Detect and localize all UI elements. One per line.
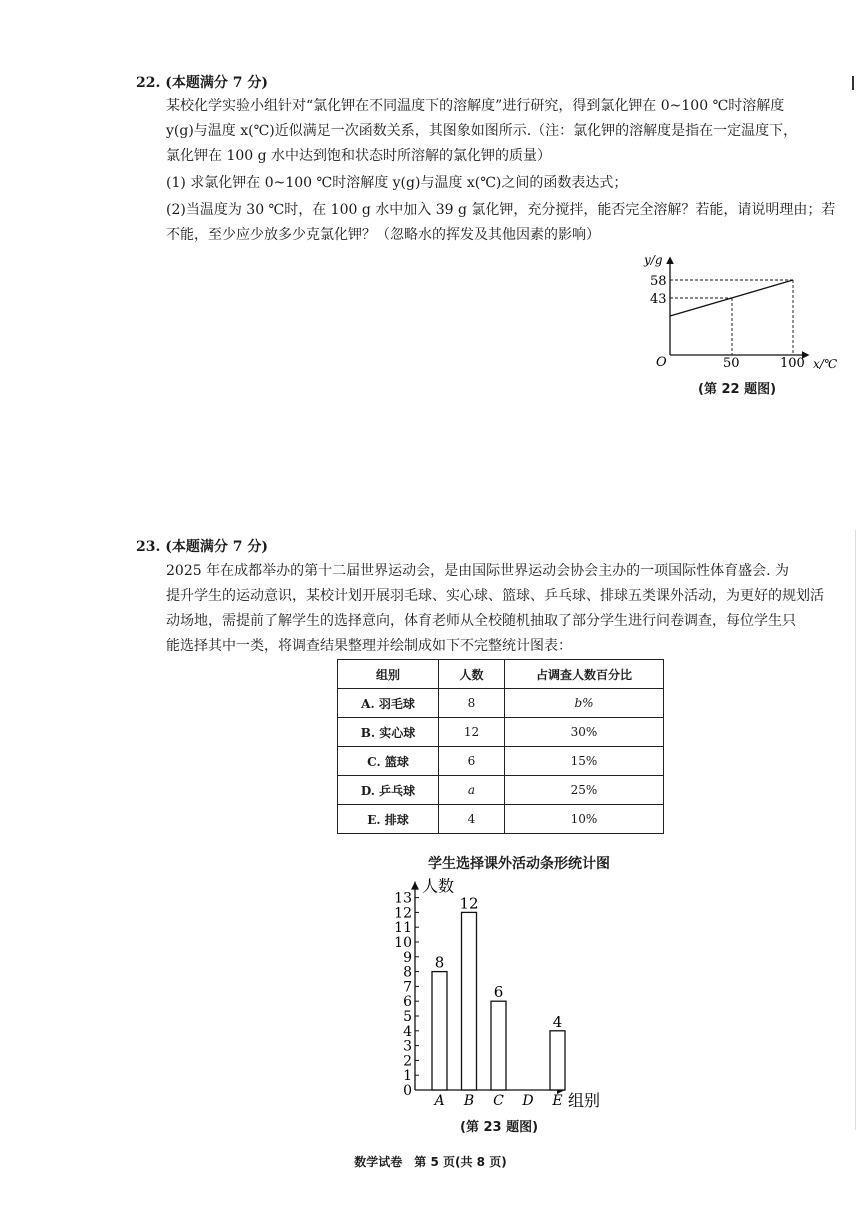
bar-value-label: 4: [552, 1012, 563, 1031]
bar-chart-marks: [394, 877, 600, 1110]
page-edge-mark: [852, 76, 854, 90]
table-cell-percent: 10%: [505, 805, 664, 834]
page-footer: 数学试卷 第 5 页(共 8 页): [354, 1155, 507, 1169]
table-cell-percent: 25%: [505, 776, 664, 805]
q22-y-axis-label: y/g: [644, 253, 663, 267]
table-cell-percent: 15%: [505, 747, 664, 776]
q22-solubility-graph: [620, 250, 850, 380]
q23-stem-line-1: 2025 年在成都举办的第十二届世界运动会，是由国际世界运动会协会主办的一项国际性体育盛会. 为: [166, 563, 789, 579]
bar-chart-y-tick-label: 5: [403, 1009, 412, 1025]
bar-chart-y-tick-label: 7: [403, 979, 412, 996]
bar-chart-y-arrow: [411, 882, 419, 890]
q23-figure-caption: (第 23 题图): [460, 1120, 539, 1135]
bar-chart-y-tick-label: 8: [403, 964, 412, 981]
bar-chart-y-tick-label: 13: [394, 890, 412, 907]
table-row: [338, 805, 664, 834]
bar-B: [462, 912, 477, 1090]
q22-stem-line-1: 某校化学实验小组针对“氯化钾在不同温度下的溶解度”进行研究，得到氯化钾在 0~100 ℃时溶解度: [166, 98, 785, 114]
q22-figure-caption: (第 22 题图): [698, 382, 777, 397]
bar-chart-y-tick-label: 0: [403, 1083, 412, 1099]
q22-part-1: (1) 求氯化钾在 0~100 ℃时溶解度 y(g)与温度 x(℃)之间的函数表达式；: [166, 175, 628, 191]
table-row: [338, 689, 664, 718]
table-row: [338, 776, 664, 805]
table-cell-group: C. 篮球: [338, 747, 439, 776]
table-cell-group: E. 排球: [338, 805, 439, 834]
q23-stem-line-3: 动场地，需提前了解学生的选择意向，体育老师从全校随机抽取了部分学生进行问卷调查，每位学生只: [166, 613, 796, 629]
table-row: [338, 747, 664, 776]
bar-chart-y-tick-label: 12: [394, 905, 412, 922]
bar-value-label: 8: [434, 953, 445, 972]
bar-chart-y-tick-label: 1: [403, 1068, 412, 1085]
page-edge-shadow: [855, 530, 856, 1130]
bar-category-label: A: [434, 1093, 445, 1109]
q22-heading: 22. (本题满分 7 分): [136, 75, 268, 91]
table-header-row: [338, 660, 664, 689]
bar-chart-y-tick-label: 2: [403, 1053, 412, 1070]
bar-A: [432, 972, 447, 1090]
bar-value-label: 12: [459, 894, 479, 913]
bar-chart-y-tick-label: 9: [403, 949, 412, 966]
table-header-group: 组别: [338, 660, 439, 689]
q23-bar-chart: [360, 868, 640, 1118]
bar-category-label: D: [522, 1093, 534, 1109]
q22-origin-label: O: [656, 355, 667, 370]
q22-x-tick-50: 50: [723, 356, 740, 371]
q22-stem-line-2: y(g)与温度 x(℃)近似满足一次函数关系，其图象如图所示.（注：氯化钾的溶解度是指在一定温度下，: [166, 123, 798, 139]
table-cell-percent: b%: [505, 689, 664, 718]
bar-chart-x-axis-label: 组别: [568, 1091, 601, 1110]
bar-E: [550, 1031, 565, 1090]
q22-part-2-line-2: 不能，至少应少放多少克氯化钾？（忽略水的挥发及其他因素的影响）: [166, 227, 600, 243]
q22-function-line: [670, 280, 793, 316]
q22-stem: [166, 94, 797, 169]
table-cell-count: 4: [439, 805, 505, 834]
table-cell-group: A. 羽毛球: [338, 689, 439, 718]
bar-category-label: C: [493, 1093, 504, 1109]
q22-y-tick-43: 43: [650, 292, 667, 307]
bar-C: [491, 1001, 506, 1090]
q23-chart-title: 学生选择课外活动条形统计图: [428, 856, 610, 872]
bar-value-label: 6: [493, 983, 504, 1002]
table-cell-count: 12: [439, 718, 505, 747]
bar-chart-y-tick-label: 10: [394, 935, 412, 951]
q22-part-2-line-1: (2)当温度为 30 ℃时，在 100 g 水中加入 39 g 氯化钾，充分搅拌，能否完全溶解？若能，请说明理由；若: [166, 202, 836, 218]
table-row: [338, 718, 664, 747]
bar-chart-y-axis-label: 人数: [422, 876, 455, 896]
q23-survey-table: [337, 659, 664, 834]
bar-chart-y-tick-label: 4: [403, 1023, 412, 1040]
bar-chart-y-tick-label: 3: [403, 1038, 412, 1055]
bar-category-label: E: [552, 1093, 563, 1109]
q22-stem-line-3: 氯化钾在 100 g 水中达到饱和状态时所溶解的氯化钾的质量）: [166, 148, 552, 164]
q23-stem: [166, 559, 824, 659]
bar-chart-y-tick-label: 6: [403, 994, 412, 1011]
q23-stem-line-2: 提升学生的运动意识，某校计划开展羽毛球、实心球、篮球、乒乓球、排球五类课外活动，为更好的规划活: [166, 588, 824, 604]
table-header-percent: 占调查人数百分比: [505, 660, 664, 689]
table-cell-count: 6: [439, 747, 505, 776]
bar-category-label: B: [463, 1093, 475, 1109]
q22-x-axis-label: x/℃: [813, 357, 838, 371]
q23-heading: 23. (本题满分 7 分): [136, 539, 268, 555]
q22-part-2: [166, 198, 835, 248]
table-header-count: 人数: [439, 660, 505, 689]
table-cell-percent: 30%: [505, 718, 664, 747]
bar-chart-y-tick-label: 11: [394, 920, 412, 937]
table-cell-count: 8: [439, 689, 505, 718]
q23-stem-line-4: 能选择其中一类，将调查结果整理并绘制成如下不完整统计图表：: [166, 638, 572, 654]
q22-x-tick-100: 100: [780, 356, 805, 371]
table-cell-group: D. 乒乓球: [338, 776, 439, 805]
q22-y-tick-58: 58: [650, 274, 667, 289]
table-cell-count: a: [439, 776, 505, 805]
table-cell-group: B. 实心球: [338, 718, 439, 747]
